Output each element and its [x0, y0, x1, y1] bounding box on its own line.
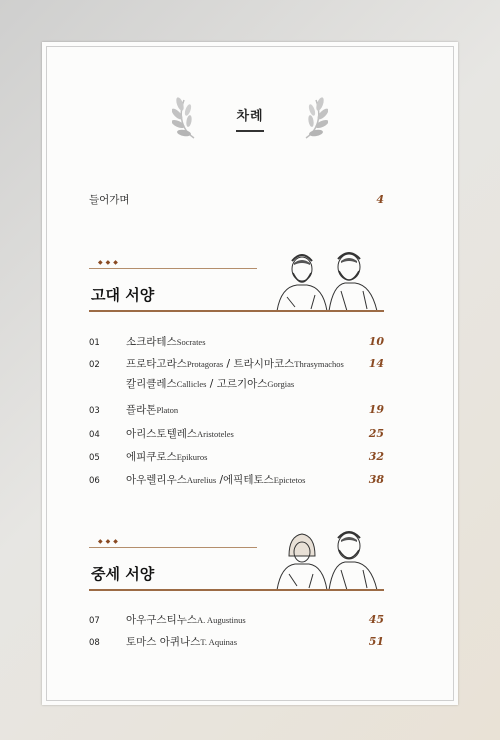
- entry-title: [126, 334, 369, 349]
- entry-latin: A. Augustinus: [197, 615, 246, 625]
- entry-title: [126, 449, 369, 464]
- entry-number: 01: [89, 338, 100, 348]
- entry-latin: Epictetos: [273, 475, 306, 485]
- toc-entry-row[interactable]: [89, 612, 384, 627]
- page-number: 51: [368, 635, 384, 648]
- entry-korean: 아우렐리우스: [126, 474, 187, 486]
- section-title: 중세 서양: [91, 565, 155, 583]
- page-title: 차례: [236, 105, 263, 132]
- intro-label: 들어가며: [89, 194, 130, 206]
- toc-entry-row[interactable]: [89, 449, 384, 464]
- entry-separator: /: [223, 358, 234, 370]
- entry-latin: Protagoras: [186, 359, 224, 369]
- page-number: 10: [368, 335, 384, 348]
- entry-title: [126, 472, 369, 487]
- entry-korean: 아리스토텔레스: [126, 428, 198, 440]
- entry-korean: 고르기아스: [216, 378, 268, 390]
- philosophers-illustration-icon: [267, 526, 385, 590]
- entry-latin: Callicles: [176, 379, 207, 389]
- section-top-rule: [89, 268, 257, 269]
- entry-latin: Platon: [156, 405, 179, 415]
- entry-title: [126, 356, 369, 371]
- toc-entry-row[interactable]: [89, 472, 384, 487]
- page-number: 4: [376, 193, 384, 206]
- section-bottom-rule: [89, 310, 384, 312]
- entry-korean: 토마스 아퀴나스: [126, 636, 201, 648]
- toc-intro-row[interactable]: [89, 192, 384, 207]
- page-number: 14: [368, 357, 384, 370]
- section-bottom-rule: [89, 589, 384, 591]
- entry-separator: /: [206, 378, 217, 390]
- entry-latin: Socrates: [176, 337, 206, 347]
- entry-title: [126, 402, 369, 417]
- ornament-dots-icon: ◆◆◆: [98, 538, 121, 545]
- page-number: 45: [368, 613, 384, 626]
- toc-entry-row[interactable]: [89, 334, 384, 349]
- entry-korean: 플라톤: [126, 404, 157, 416]
- ornament-dots-icon: ◆◆◆: [98, 259, 121, 266]
- entry-latin: Thrasymachos: [294, 359, 344, 369]
- section-top-rule: [89, 547, 257, 548]
- toc-entry-row[interactable]: [89, 634, 384, 649]
- entry-number: 02: [89, 360, 100, 370]
- page-border: [46, 46, 454, 701]
- toc-entry-row[interactable]: [89, 402, 384, 417]
- entry-latin: Aristoteles: [197, 429, 234, 439]
- entry-title: [126, 612, 369, 627]
- toc-entry-row[interactable]: [89, 356, 384, 371]
- toc-entry-continuation[interactable]: [126, 376, 294, 391]
- entry-number: 05: [89, 453, 100, 463]
- entry-title: [126, 426, 369, 441]
- entry-korean: 소크라테스: [126, 336, 177, 348]
- entry-number: 07: [89, 616, 100, 626]
- entry-number: 03: [89, 406, 100, 416]
- toc-page: [42, 42, 458, 705]
- page-number: 25: [368, 427, 384, 440]
- entry-korean: 에픽테토스: [223, 474, 274, 486]
- entry-number: 06: [89, 476, 100, 486]
- entry-korean: 칼리클레스: [126, 378, 177, 390]
- page-number: 32: [368, 450, 384, 463]
- toc-entry-row[interactable]: [89, 426, 384, 441]
- entry-latin: T. Aquinas: [200, 637, 238, 647]
- entry-latin: Gorgias: [267, 379, 295, 389]
- page-number: 19: [368, 403, 384, 416]
- section-title: 고대 서양: [91, 286, 155, 304]
- entry-korean: 프로타고라스: [126, 358, 187, 370]
- philosophers-illustration-icon: [267, 247, 385, 311]
- entry-korean: 트라시마코스: [233, 358, 295, 370]
- page-number: 38: [368, 473, 384, 486]
- entry-latin: Aurelius: [186, 475, 217, 485]
- entry-latin: Epikuros: [176, 452, 208, 462]
- entry-separator: /: [216, 474, 224, 486]
- entry-korean: 에피쿠로스: [126, 451, 177, 463]
- entry-number: 04: [89, 430, 100, 440]
- entry-number: 08: [89, 638, 100, 648]
- entry-korean: 아우구스티누스: [126, 614, 198, 626]
- entry-title: [126, 634, 369, 649]
